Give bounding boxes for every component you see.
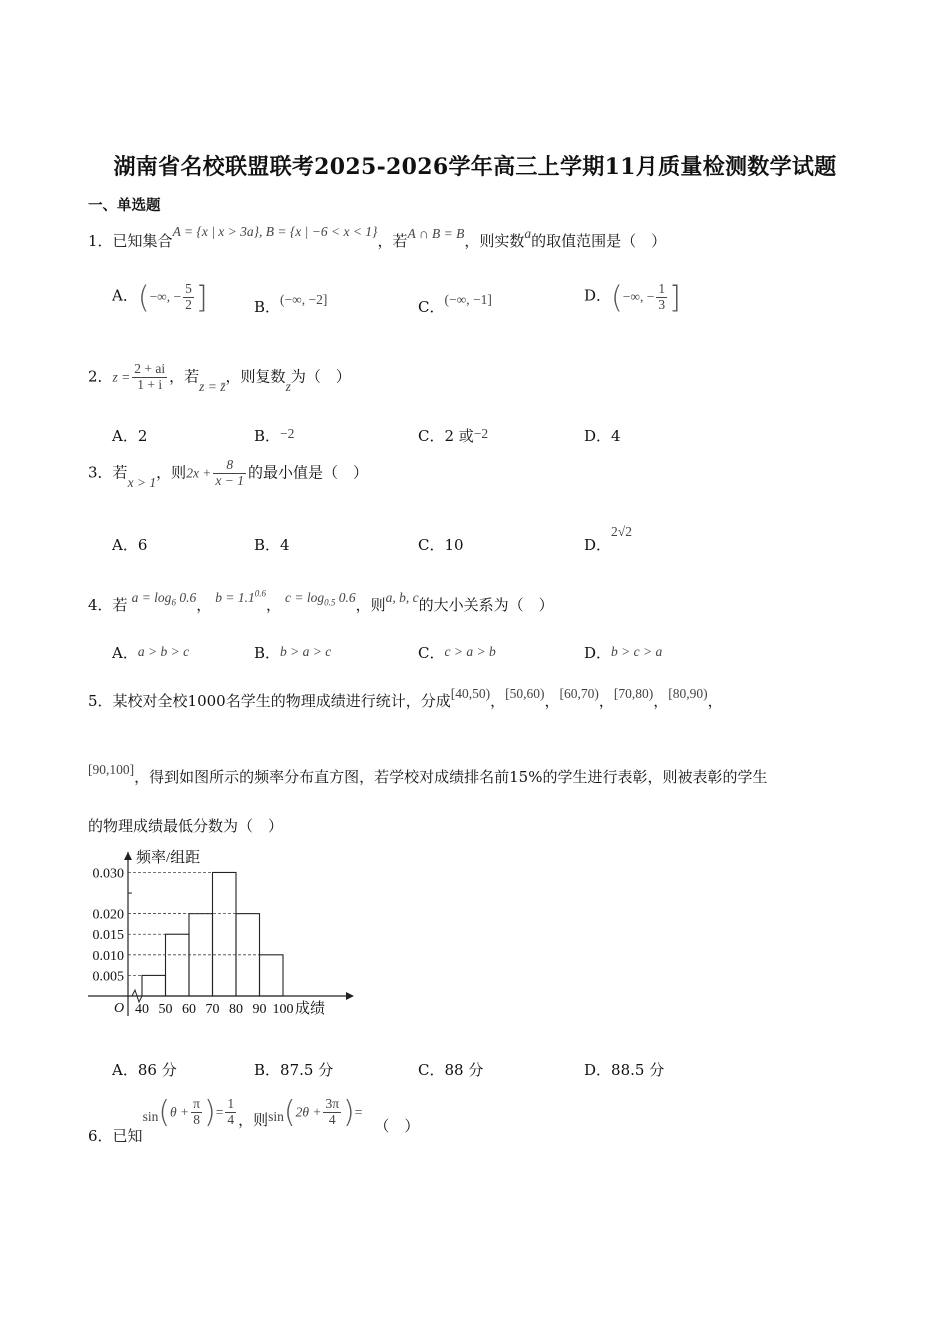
q6-paren-open-2: ( bbox=[283, 1095, 296, 1130]
page-title: 湖南省名校联盟联考2025-2026学年高三上学期11月质量检测数学试题 bbox=[113, 154, 837, 180]
question-5-line1: 5．某校对全校1000名学生的物理成绩进行统计，分成[40,50)，[50,60)，[60,70)，[70,80)，[80,90)， bbox=[88, 686, 723, 710]
q1-post: 的取值范围是（ ） bbox=[531, 232, 667, 250]
y-tick-label: 0.010 bbox=[92, 948, 124, 964]
q4-a: $a = \log_6 0.6$ bbox=[131, 590, 197, 608]
q1-mid: ，若 bbox=[377, 232, 408, 250]
q1-var: a bbox=[524, 226, 532, 241]
question-5-line3: 的物理成绩最低分数为（ ） bbox=[88, 817, 284, 835]
y-axis-label: 频率/组距 bbox=[136, 850, 201, 866]
q2-option-a[interactable]: A．2 bbox=[112, 427, 148, 445]
x-axis-label: 成绩 bbox=[295, 1001, 326, 1017]
y-tick-label: 0.005 bbox=[92, 969, 124, 985]
q4-option-c[interactable]: C．c > a > b bbox=[418, 644, 496, 662]
q3-option-a[interactable]: A．6 bbox=[112, 536, 148, 554]
q5-option-c[interactable]: C．88 分 bbox=[418, 1061, 484, 1079]
q1-number: 1． bbox=[88, 232, 113, 250]
origin-label: O bbox=[114, 1001, 125, 1016]
q6-paren-close-1: ) bbox=[204, 1095, 216, 1130]
y-tick-label: 0.030 bbox=[92, 866, 124, 882]
x-tick-label: 90 bbox=[252, 1002, 267, 1017]
q1-option-d[interactable]: D．(−∞, − $\frac{1}{3}$ ] bbox=[584, 280, 681, 315]
q1-option-b[interactable]: B．(−∞, −2] bbox=[254, 292, 328, 316]
y-axis-arrow bbox=[124, 852, 132, 860]
q1-pre: 已知集合 bbox=[112, 232, 173, 250]
x-axis-arrow bbox=[346, 992, 354, 1000]
x-tick-label: 80 bbox=[229, 1002, 243, 1017]
q4-option-a[interactable]: A．a > b > c bbox=[112, 644, 190, 662]
q6-paren-open-1: ( bbox=[158, 1095, 171, 1130]
histogram-bar bbox=[213, 872, 237, 996]
histogram-bar bbox=[142, 975, 166, 996]
q6-paren-close-2: ) bbox=[343, 1095, 355, 1130]
histogram-bar bbox=[166, 934, 190, 996]
question-3: 3．若x > 1，则2x + $\frac{8}{x - 1}$ 的最小值是（ ） bbox=[88, 457, 369, 491]
q5-option-d[interactable]: D．88.5 分 bbox=[584, 1061, 665, 1079]
x-tick-label: 100 bbox=[272, 1002, 294, 1017]
q3-option-b[interactable]: B．4 bbox=[254, 536, 290, 554]
q4-option-b[interactable]: B．b > a > c bbox=[254, 644, 332, 662]
histogram-group bbox=[88, 849, 354, 1017]
q4-option-d[interactable]: D．b > c > a bbox=[584, 644, 663, 662]
q4-c: $c = \log_{0.5} 0.6$ bbox=[284, 590, 356, 608]
question-2: 2．z = $\frac{2 + ai}{1 + i}$ ，若z = z̄，则复数z为（ ） bbox=[88, 361, 351, 395]
y-tick-label: 0.015 bbox=[92, 928, 124, 944]
q2-option-b[interactable]: B．−2 bbox=[254, 426, 295, 445]
x-tick-label: 50 bbox=[158, 1002, 173, 1017]
q5-option-a[interactable]: A．86 分 bbox=[112, 1061, 177, 1079]
question-5-line2: [90,100]，得到如图所示的频率分布直方图，若学校对成绩排名前15%的学生进行表彰，则被表彰的学生 bbox=[88, 762, 768, 786]
x-tick-label: 70 bbox=[205, 1002, 220, 1017]
section-heading: 一、单选题 bbox=[88, 197, 161, 214]
q1-option-c[interactable]: C．(−∞, −1] bbox=[418, 292, 492, 316]
q1-mid2: ，则实数 bbox=[464, 232, 525, 250]
question-1 bbox=[88, 224, 667, 251]
histogram-bar bbox=[260, 955, 284, 996]
x-tick-label: 60 bbox=[182, 1002, 196, 1017]
frequency-histogram bbox=[80, 840, 360, 1030]
q1-condition: A ∩ B = B bbox=[407, 226, 465, 241]
q3-option-c[interactable]: C．10 bbox=[418, 536, 464, 554]
q2-option-d[interactable]: D．4 bbox=[584, 427, 621, 445]
question-6: 6．已知sin(θ + $\frac{\pi}{8}$ )= $\frac{1}{4}$ ，则sin(2θ + $\frac{3\pi}{4}$ )=（ ） bbox=[88, 1095, 420, 1145]
x-tick-label: 40 bbox=[135, 1002, 149, 1017]
q2-option-c[interactable]: C．2 或−2 bbox=[418, 426, 489, 445]
q1-option-a[interactable]: A．(−∞, − $\frac{5}{2}$ ] bbox=[112, 280, 208, 315]
y-tick-label: 0.020 bbox=[92, 907, 124, 923]
q5-option-b[interactable]: B．87.5 分 bbox=[254, 1061, 334, 1079]
question-4: 4．若 $a = \log_6 0.6$， $b = 1.1^{0.6}$， $c = \log_{0.5} 0.6$，则a, b, c的大小关系为（ ） bbox=[88, 588, 554, 614]
q3-option-d[interactable]: D．2√2 bbox=[584, 524, 632, 554]
q4-b: $b = 1.1^{0.6}$ bbox=[215, 588, 266, 605]
q1-sets: A = {x | x > 3a}, B = {x | −6 < x < 1} bbox=[172, 224, 378, 239]
